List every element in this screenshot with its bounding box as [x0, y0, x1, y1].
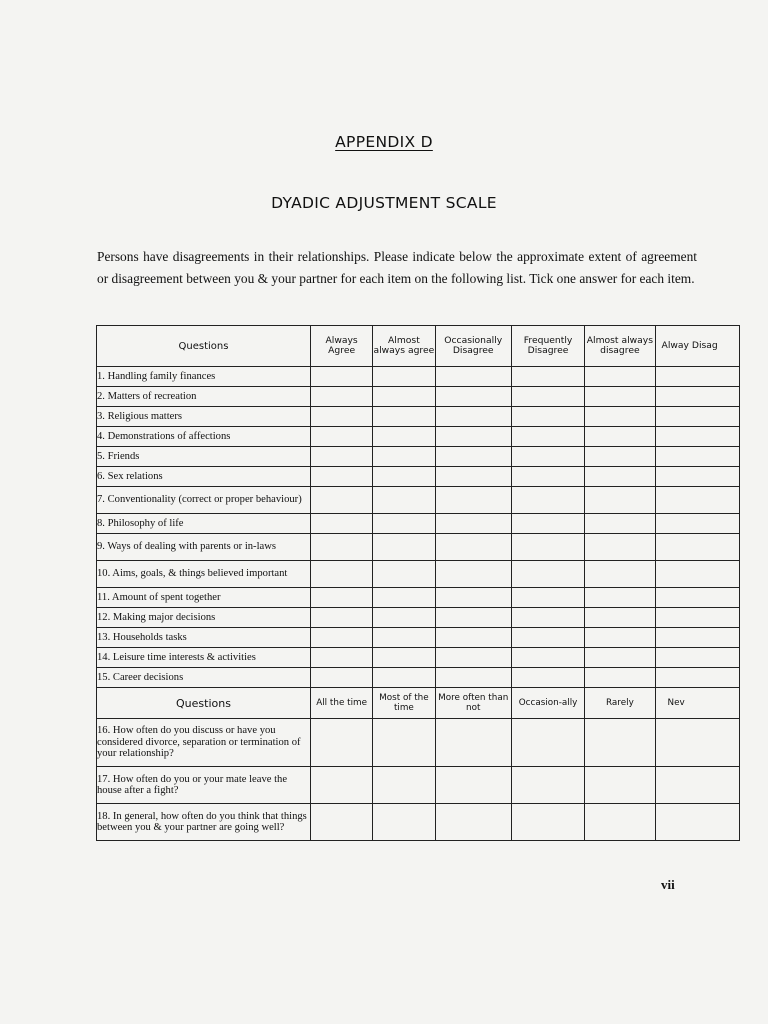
answer-cell[interactable] [655, 648, 739, 668]
answer-cell[interactable] [373, 719, 435, 767]
answer-cell[interactable] [511, 608, 584, 628]
table-row [97, 767, 740, 804]
column-header: More often than not [435, 688, 511, 719]
answer-cell[interactable] [655, 561, 739, 588]
answer-cell[interactable] [511, 628, 584, 648]
column-header: Always Agree [310, 326, 372, 367]
table-row [97, 387, 740, 407]
answer-cell[interactable] [435, 719, 511, 767]
table-row [97, 407, 740, 427]
answer-cell[interactable] [435, 407, 511, 427]
question-cell: 6. Sex relations [97, 467, 311, 487]
answer-cell[interactable] [310, 588, 372, 608]
question-cell: 2. Matters of recreation [97, 387, 311, 407]
answer-cell[interactable] [435, 367, 511, 387]
questions-header: Questions [97, 326, 311, 367]
appendix-title: APPENDIX D [335, 133, 433, 151]
answer-cell[interactable] [655, 608, 739, 628]
answer-cell[interactable] [435, 648, 511, 668]
table-row [97, 561, 740, 588]
answer-cell[interactable] [373, 447, 435, 467]
answer-cell[interactable] [373, 608, 435, 628]
answer-cell[interactable] [435, 804, 511, 841]
answer-cell[interactable] [585, 628, 655, 648]
answer-cell[interactable] [373, 628, 435, 648]
answer-cell[interactable] [435, 561, 511, 588]
column-header: Occasionally Disagree [435, 326, 511, 367]
instructions-paragraph: Persons have disagreements in their relationships. Please indicate below the approximate extent of agreement or disagreement between you & your partner for each item on the following list. Tick one answer for each item. [97, 249, 697, 286]
question-cell: 7. Conventionality (correct or proper behaviour) [97, 487, 311, 514]
answer-cell[interactable] [435, 514, 511, 534]
questions-header: Questions [97, 688, 311, 719]
question-cell: 5. Friends [97, 447, 311, 467]
answer-cell[interactable] [585, 387, 655, 407]
answer-cell[interactable] [435, 387, 511, 407]
answer-cell[interactable] [511, 588, 584, 608]
table-row [97, 427, 740, 447]
answer-cell[interactable] [310, 804, 372, 841]
answer-cell[interactable] [373, 467, 435, 487]
question-cell: 15. Career decisions [97, 668, 311, 688]
column-header: Most of the time [373, 688, 435, 719]
column-header: Occasion-ally [511, 688, 584, 719]
column-header: Almost always disagree [585, 326, 655, 367]
answer-cell[interactable] [655, 628, 739, 648]
question-cell: 13. Households tasks [97, 628, 311, 648]
answer-cell[interactable] [310, 628, 372, 648]
question-cell: 3. Religious matters [97, 407, 311, 427]
answer-cell[interactable] [373, 561, 435, 588]
agreement-header-row [97, 326, 740, 367]
question-cell: 17. How often do you or your mate leave the house after a fight? [97, 767, 311, 804]
answer-cell[interactable] [585, 561, 655, 588]
answer-cell[interactable] [585, 487, 655, 514]
answer-cell[interactable] [655, 487, 739, 514]
answer-cell[interactable] [585, 447, 655, 467]
answer-cell[interactable] [511, 561, 584, 588]
answer-cell[interactable] [310, 514, 372, 534]
answer-cell[interactable] [310, 767, 372, 804]
answer-cell[interactable] [655, 367, 739, 387]
answer-cell[interactable] [435, 447, 511, 467]
table-clip [96, 325, 718, 845]
answer-cell[interactable] [373, 767, 435, 804]
answer-cell[interactable] [511, 367, 584, 387]
answer-cell[interactable] [655, 387, 739, 407]
question-cell: 12. Making major decisions [97, 608, 311, 628]
answer-cell[interactable] [435, 588, 511, 608]
table-row [97, 447, 740, 467]
answer-cell[interactable] [511, 447, 584, 467]
answer-cell[interactable] [511, 467, 584, 487]
answer-cell[interactable] [655, 534, 739, 561]
answer-cell[interactable] [373, 514, 435, 534]
answer-cell[interactable] [435, 427, 511, 447]
answer-cell[interactable] [655, 514, 739, 534]
question-cell: 4. Demonstrations of affections [97, 427, 311, 447]
table-row [97, 487, 740, 514]
question-cell: 16. How often do you discuss or have you considered divorce, separation or termination of your relationship? [97, 719, 311, 767]
question-cell: 9. Ways of dealing with parents or in-laws [97, 534, 311, 561]
table-row [97, 628, 740, 648]
answer-cell[interactable] [585, 608, 655, 628]
answer-cell[interactable] [655, 427, 739, 447]
table-row [97, 648, 740, 668]
table-row [97, 514, 740, 534]
answer-cell[interactable] [655, 719, 739, 767]
answer-cell[interactable] [435, 668, 511, 688]
answer-cell[interactable] [511, 668, 584, 688]
answer-cell[interactable] [655, 407, 739, 427]
question-cell: 11. Amount of spent together [97, 588, 311, 608]
answer-cell[interactable] [585, 534, 655, 561]
answer-cell[interactable] [435, 767, 511, 804]
answer-cell[interactable] [310, 387, 372, 407]
answer-cell[interactable] [511, 514, 584, 534]
answer-cell[interactable] [310, 561, 372, 588]
answer-cell[interactable] [310, 467, 372, 487]
answer-cell[interactable] [585, 427, 655, 447]
answer-cell[interactable] [585, 648, 655, 668]
answer-cell[interactable] [585, 514, 655, 534]
answer-cell[interactable] [310, 427, 372, 447]
table-row [97, 804, 740, 841]
scale-title: DYADIC ADJUSTMENT SCALE [271, 194, 497, 212]
answer-cell[interactable] [373, 427, 435, 447]
question-cell: 18. In general, how often do you think that things between you & your partner are going well? [97, 804, 311, 841]
answer-cell[interactable] [585, 407, 655, 427]
column-header: All the time [310, 688, 372, 719]
answer-cell[interactable] [655, 588, 739, 608]
answer-cell[interactable] [310, 487, 372, 514]
answer-cell[interactable] [435, 467, 511, 487]
answer-cell[interactable] [373, 804, 435, 841]
frequency-header-row [97, 688, 740, 719]
table-row [97, 608, 740, 628]
column-header: Rarely [585, 688, 655, 719]
answer-cell[interactable] [435, 608, 511, 628]
column-header: Nev [655, 688, 739, 719]
answer-cell[interactable] [585, 668, 655, 688]
answer-cell[interactable] [511, 427, 584, 447]
page-number: vii [661, 877, 675, 892]
answer-cell[interactable] [310, 608, 372, 628]
answer-cell[interactable] [310, 447, 372, 467]
answer-cell[interactable] [373, 387, 435, 407]
answer-cell[interactable] [310, 367, 372, 387]
answer-cell[interactable] [373, 367, 435, 387]
answer-cell[interactable] [585, 804, 655, 841]
answer-cell[interactable] [373, 588, 435, 608]
question-cell: 1. Handling family finances [97, 367, 311, 387]
answer-cell[interactable] [655, 804, 739, 841]
answer-cell[interactable] [373, 648, 435, 668]
answer-cell[interactable] [511, 804, 584, 841]
answer-cell[interactable] [373, 534, 435, 561]
table-row [97, 534, 740, 561]
answer-cell[interactable] [511, 719, 584, 767]
answer-cell[interactable] [373, 487, 435, 514]
answer-cell[interactable] [585, 588, 655, 608]
answer-cell[interactable] [310, 719, 372, 767]
answer-cell[interactable] [655, 668, 739, 688]
answer-cell[interactable] [655, 467, 739, 487]
table-row [97, 719, 740, 767]
answer-cell[interactable] [310, 668, 372, 688]
question-cell: 10. Aims, goals, & things believed important [97, 561, 311, 588]
answer-cell[interactable] [511, 387, 584, 407]
table-row [97, 668, 740, 688]
answer-cell[interactable] [511, 648, 584, 668]
column-header: Alway Disag [655, 326, 739, 367]
table-row [97, 467, 740, 487]
answer-cell[interactable] [585, 767, 655, 804]
answer-cell[interactable] [373, 407, 435, 427]
answer-cell[interactable] [511, 407, 584, 427]
table-row [97, 588, 740, 608]
answer-cell[interactable] [655, 447, 739, 467]
answer-cell[interactable] [511, 534, 584, 561]
dyadic-adjustment-table [96, 325, 740, 841]
answer-cell[interactable] [435, 628, 511, 648]
question-cell: 14. Leisure time interests & activities [97, 648, 311, 668]
table-row [97, 367, 740, 387]
answer-cell[interactable] [511, 487, 584, 514]
answer-cell[interactable] [435, 534, 511, 561]
answer-cell[interactable] [585, 367, 655, 387]
column-header: Almost always agree [373, 326, 435, 367]
answer-cell[interactable] [655, 767, 739, 804]
answer-cell[interactable] [585, 719, 655, 767]
answer-cell[interactable] [435, 487, 511, 514]
answer-cell[interactable] [310, 534, 372, 561]
column-header: Frequently Disagree [511, 326, 584, 367]
question-cell: 8. Philosophy of life [97, 514, 311, 534]
answer-cell[interactable] [310, 407, 372, 427]
answer-cell[interactable] [511, 767, 584, 804]
answer-cell[interactable] [373, 668, 435, 688]
answer-cell[interactable] [585, 467, 655, 487]
answer-cell[interactable] [310, 648, 372, 668]
